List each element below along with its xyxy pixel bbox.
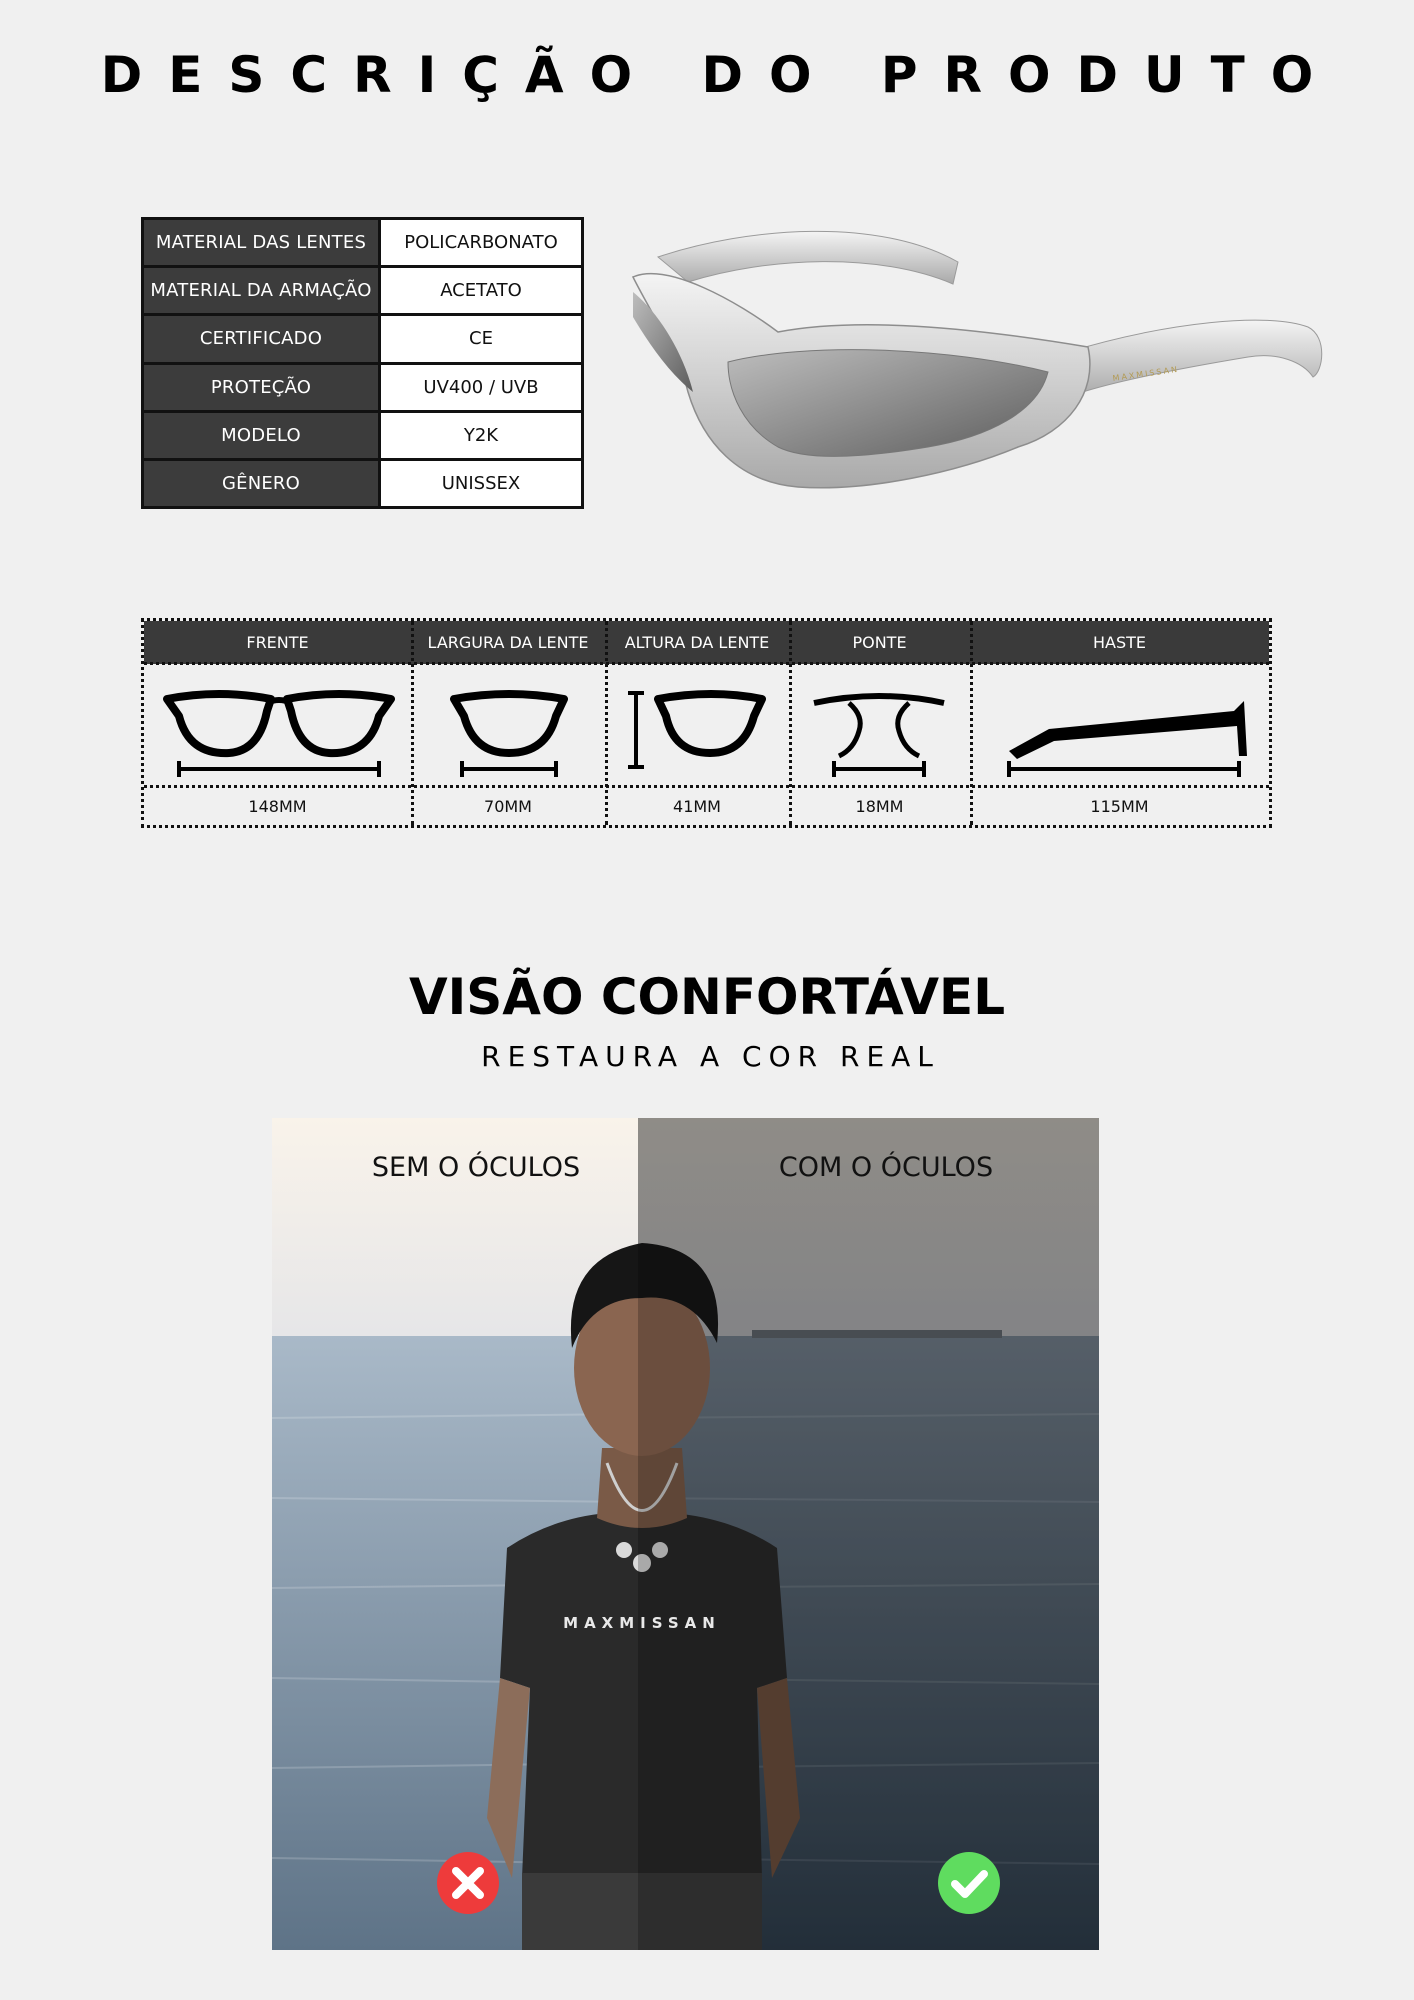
front-width-icon (159, 671, 399, 781)
dim-header-lens-height: ALTURA DA LENTE (624, 633, 770, 652)
product-sunglasses-image (628, 222, 1328, 512)
comfort-title: VISÃO CONFORTÁVEL (408, 968, 1006, 1026)
page-title: DESCRIÇÃO DO PRODUTO (100, 46, 1340, 104)
bridge-icon (809, 671, 949, 781)
dim-header-front: FRENTE (246, 633, 309, 652)
spec-value: ACETATO (381, 268, 581, 313)
dim-value-bridge: 18MM (855, 796, 904, 816)
dim-value-lens-width: 70MM (484, 796, 532, 816)
brand-logo-text: MAXMISSAN (1112, 364, 1180, 383)
dim-header-temple: HASTE (1092, 633, 1146, 652)
spec-table (141, 217, 584, 509)
spec-value: POLICARBONATO (381, 220, 581, 265)
spec-row (144, 365, 581, 410)
dim-value-temple: 115MM (1090, 796, 1149, 816)
spec-row (144, 316, 581, 361)
dim-value-lens-height: 41MM (673, 796, 721, 816)
spec-value: CE (381, 316, 581, 361)
spec-value: UNISSEX (381, 461, 581, 506)
spec-row (144, 413, 581, 458)
temple-icon (989, 671, 1254, 781)
spec-label: MATERIAL DAS LENTES (144, 220, 378, 265)
comfort-subtitle: RESTAURA A COR REAL (481, 1040, 940, 1073)
with-glasses-label: COM O ÓCULOS (778, 1152, 994, 1183)
lens-height-icon (622, 671, 772, 781)
spec-label: MATERIAL DA ARMAÇÃO (144, 268, 378, 313)
x-mark-icon (437, 1852, 499, 1914)
spec-value: Y2K (381, 413, 581, 458)
spec-row (144, 461, 581, 506)
check-mark-icon (938, 1852, 1000, 1914)
spec-label: GÊNERO (144, 461, 378, 506)
dim-header-lens-width: LARGURA DA LENTE (427, 633, 589, 652)
comparison-photo-illustration (272, 1118, 1099, 1950)
without-glasses-label: SEM O ÓCULOS (371, 1152, 581, 1183)
dimensions-table (141, 618, 1272, 828)
dim-value-front: 148MM (248, 796, 307, 816)
comparison-photo (272, 1118, 1099, 1950)
spec-value: UV400 / UVB (381, 365, 581, 410)
spec-label: MODELO (144, 413, 378, 458)
spec-row (144, 268, 581, 313)
spec-label: PROTEÇÃO (144, 365, 378, 410)
lens-width-icon (434, 671, 584, 781)
shirt-brand-text: MAXMISSAN (563, 1614, 721, 1632)
spec-label: CERTIFICADO (144, 316, 378, 361)
dim-header-bridge: PONTE (852, 633, 907, 652)
spec-row (144, 220, 581, 265)
